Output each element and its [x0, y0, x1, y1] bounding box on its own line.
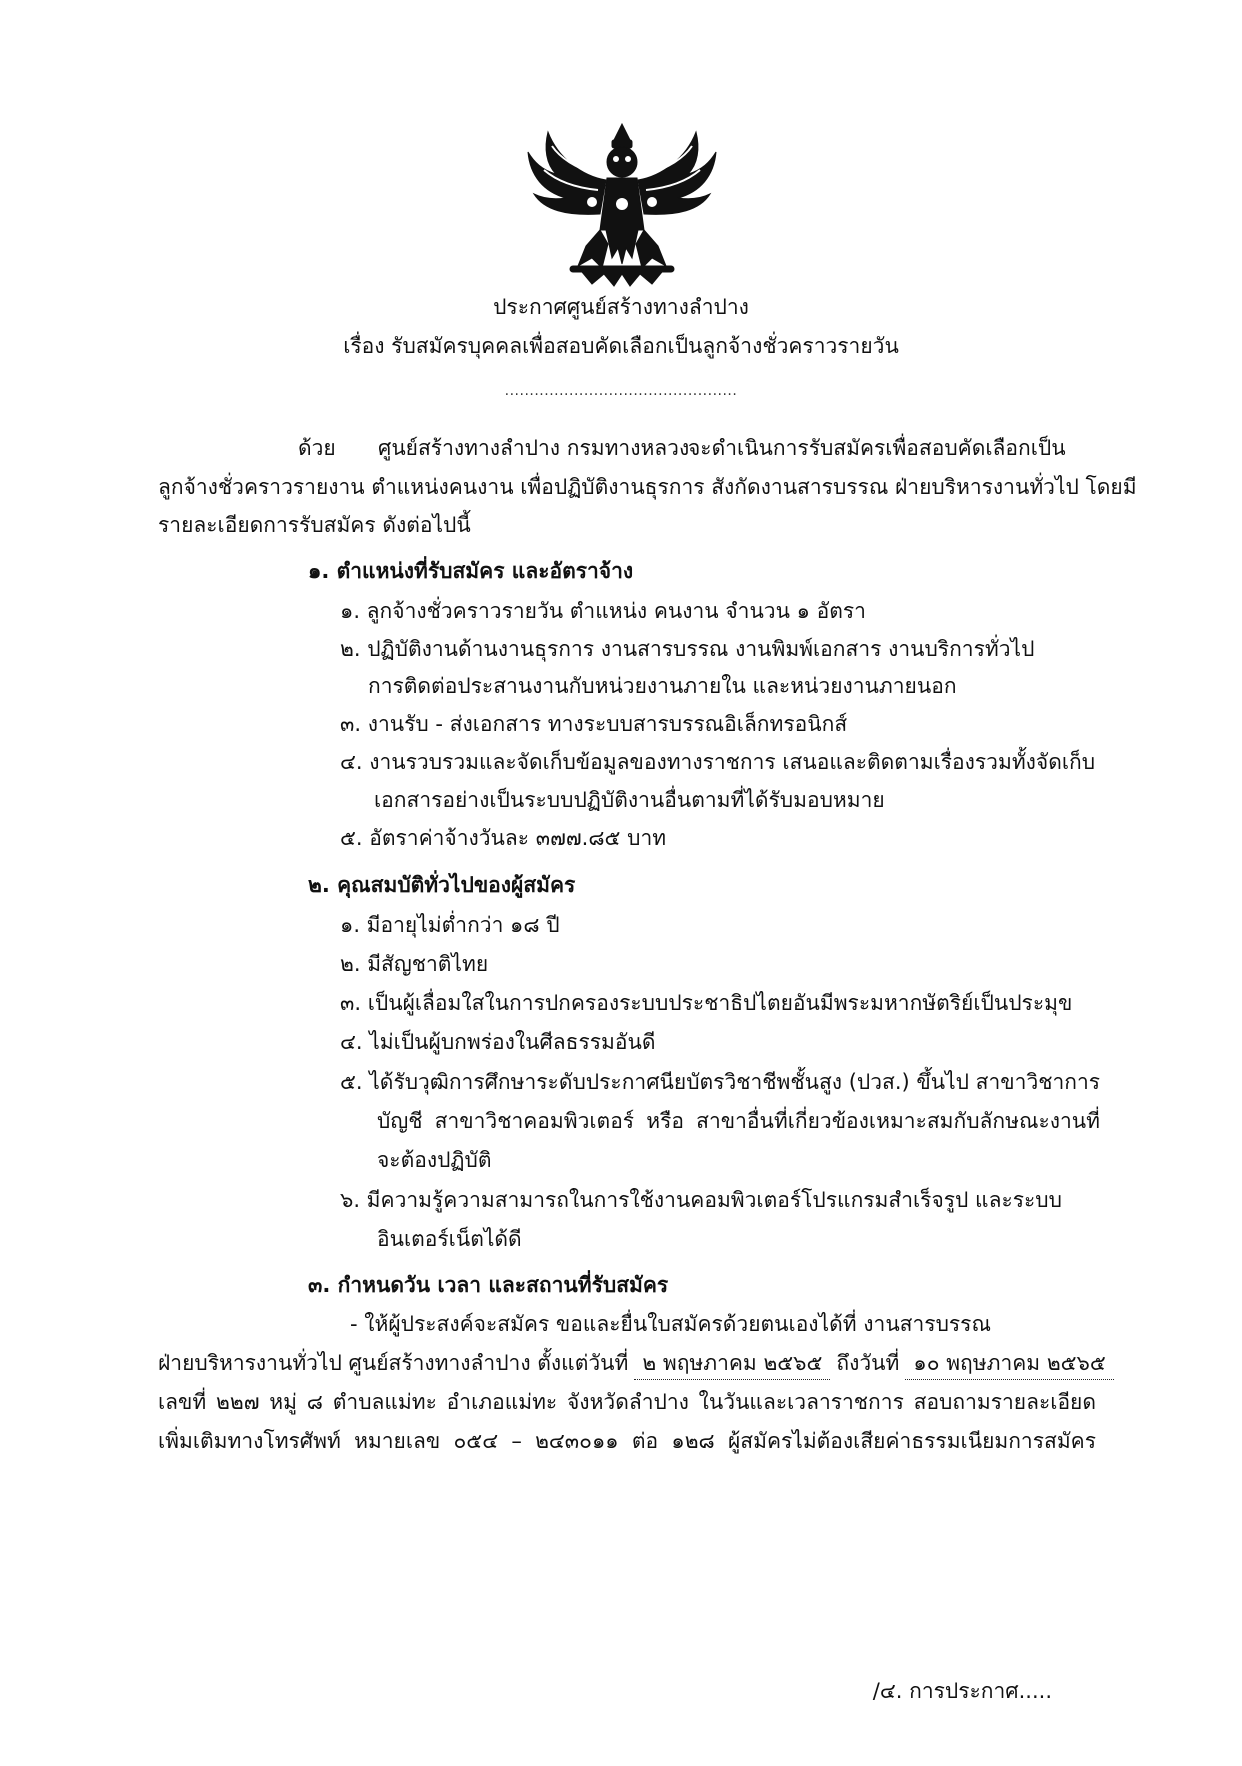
application-period-to: ถึงวันที่ — [836, 1351, 900, 1375]
section-2-item-5-cont-2: จะต้องปฏิบัติ — [377, 1148, 492, 1172]
section-2-item-3: ๓. เป็นผู้เลื่อมใสในการปกครองระบบประชาธิปไตยอันมีพระมหากษัตริย์เป็นประมุข — [340, 991, 1073, 1015]
section-1-item-4-cont: เอกสารอย่างเป็นระบบปฏิบัติงานอื่นตามที่ได้รับมอบหมาย — [374, 788, 885, 812]
intro-line-2: ลูกจ้างชั่วคราวรายงาน ตำแหน่งคนงาน เพื่อปฏิบัติงานธุรการ สังกัดงานสารบรรณ ฝ่ายบริหารงานทั่วไป โดยมี — [158, 475, 1137, 499]
intro-line-3: รายละเอียดการรับสมัคร ดังต่อไปนี้ — [158, 513, 471, 537]
section-2-item-6: ๖. มีความรู้ความสามารถในการใช้งานคอมพิวเตอร์โปรแกรมสำเร็จรูป และระบบ — [340, 1188, 1062, 1212]
section-2-item-6-cont: อินเตอร์เน็ตได้ดี — [377, 1227, 522, 1251]
section-1-item-3: ๓. งานรับ - ส่งเอกสาร ทางระบบสารบรรณอิเล็กทรอนิกส์ — [340, 712, 848, 736]
application-end-date: ๑๐ พฤษภาคม ๒๕๖๕ — [905, 1348, 1113, 1380]
section-2-item-4: ๔. ไม่เป็นผู้บกพร่องในศีลธรรมอันดี — [340, 1030, 656, 1054]
continuation-note: /๔. การประกาศ..... — [872, 1679, 1052, 1703]
announcement-title: ประกาศศูนย์สร้างทางลำปาง — [493, 295, 749, 319]
intro-action: จะดำเนินการรับสมัครเพื่อสอบคัดเลือกเป็น — [688, 436, 1066, 460]
application-period-lead: ฝ่ายบริหารงานทั่วไป ศูนย์สร้างทางลำปาง ตั้งแต่วันที่ — [158, 1351, 629, 1375]
section-1-item-5: ๕. อัตราค่าจ้างวันละ ๓๗๗.๘๕ บาท — [340, 826, 667, 850]
garuda-emblem-icon — [522, 118, 722, 290]
section-2-item-2: ๒. มีสัญชาติไทย — [340, 952, 489, 976]
section-2-item-5-cont: บัญชี สาขาวิชาคอมพิวเตอร์ หรือ สาขาอื่นที่เกี่ยวข้องเหมาะสมกับลักษณะงานที่ — [377, 1109, 1100, 1133]
section-2-heading: ๒. คุณสมบัติทั่วไปของผู้สมัคร — [308, 873, 576, 897]
section-1-item-2: ๒. ปฏิบัติงานด้านงานธุรการ งานสารบรรณ งานพิมพ์เอกสาร งานบริการทั่วไป — [340, 637, 1035, 661]
section-3-heading: ๓. กำหนดวัน เวลา และสถานที่รับสมัคร — [308, 1273, 669, 1297]
application-start-date: ๒ พฤษภาคม ๒๕๖๕ — [634, 1348, 830, 1380]
section-1-item-2-cont: การติดต่อประสานงานกับหน่วยงานภายใน และหน่วยงานภายนอก — [368, 674, 957, 698]
section-2-item-1: ๑. มีอายุไม่ต่ำกว่า ๑๘ ปี — [340, 913, 560, 937]
section-3-line-1: - ให้ผู้ประสงค์จะสมัคร ขอและยื่นใบสมัครด้วยตนเองได้ที่ งานสารบรรณ — [350, 1312, 991, 1336]
section-1-heading: ๑. ตำแหน่งที่รับสมัคร และอัตราจ้าง — [308, 559, 634, 583]
intro-lead: ด้วย — [298, 436, 336, 460]
section-1-item-1: ๑. ลูกจ้างชั่วคราวรายวัน ตำแหน่ง คนงาน จำนวน ๑ อัตรา — [340, 599, 866, 623]
announcement-subject: เรื่อง รับสมัครบุคคลเพื่อสอบคัดเลือกเป็นลูกจ้างชั่วคราวรายวัน — [343, 334, 899, 358]
section-3-line-4: เพิ่มเติมทางโทรศัพท์ หมายเลข ๐๕๔ – ๒๔๓๐๑๑ ต่อ ๑๒๘ ผู้สมัครไม่ต้องเสียค่าธรรมเนียมการสมัคร — [158, 1429, 1096, 1453]
intro-organization: ศูนย์สร้างทางลำปาง กรมทางหลวง — [378, 436, 690, 460]
section-2-item-5: ๕. ได้รับวุฒิการศึกษาระดับประกาศนียบัตรวิชาชีพชั้นสูง (ปวส.) ขึ้นไป สาขาวิชาการ — [340, 1070, 1101, 1094]
section-3-line-3: เลขที่ ๒๒๗ หมู่ ๘ ตำบลแม่ทะ อำเภอแม่ทะ จังหวัดลำปาง ในวันและเวลาราชการ สอบถามรายละเอียด — [158, 1390, 1096, 1414]
section-1-item-4: ๔. งานรวบรวมและจัดเก็บข้อมูลของทางราชการ เสนอและติดตามเรื่องรวมทั้งจัดเก็บ — [340, 750, 1096, 774]
separator-dots: ............................................... — [504, 383, 738, 399]
section-3-line-2 — [158, 1348, 1106, 1380]
